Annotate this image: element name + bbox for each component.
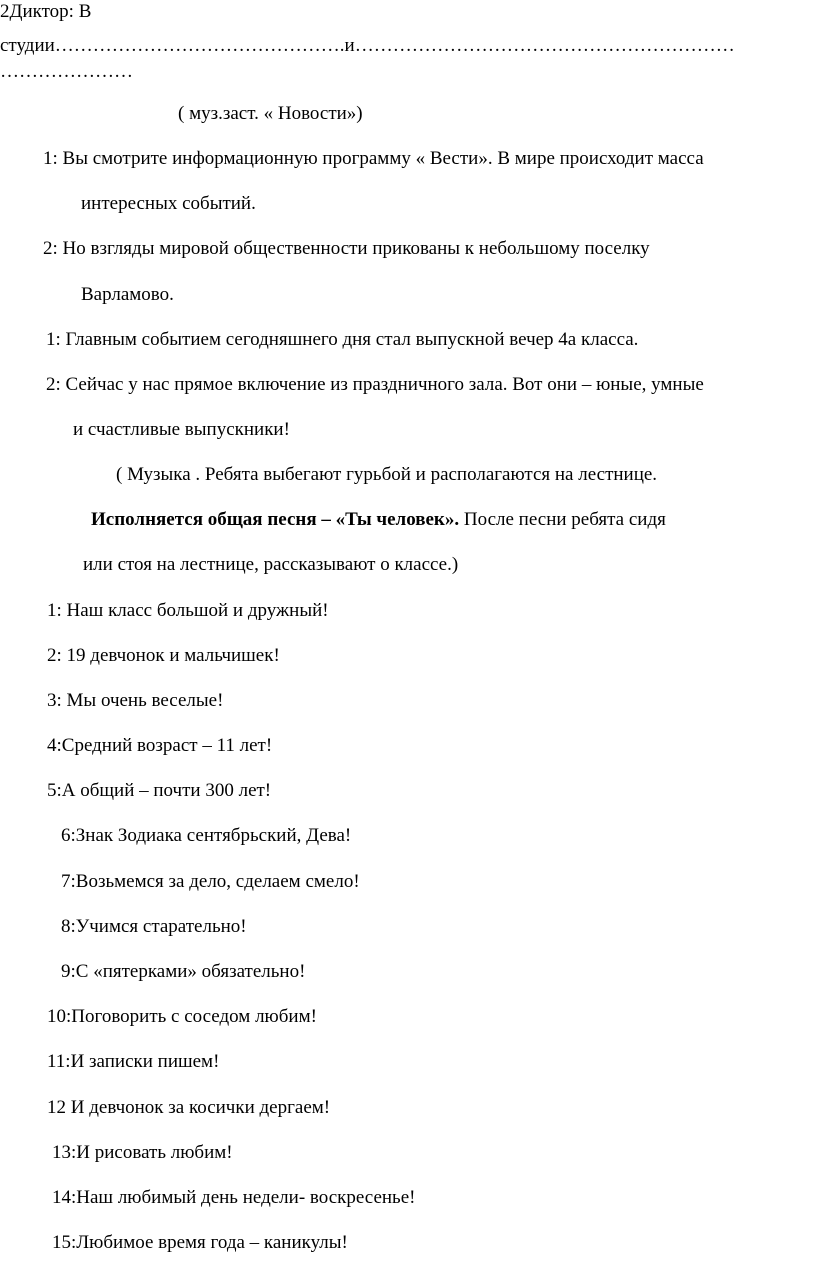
- numbered-line: 7:Возьмемся за дело, сделаем смело!: [61, 871, 360, 892]
- numbered-line: 5:А общий – почти 300 лет!: [47, 780, 272, 801]
- numbered-line: 6:Знак Зодиака сентябрьский, Дева!: [61, 825, 352, 846]
- dialogue-line: 2: Сейчас у нас прямое включение из праздничного зала. Вот они – юные, умные: [46, 374, 704, 395]
- dialogue-line: и счастливые выпускники!: [73, 419, 290, 440]
- song-note: После песни ребята сидя: [459, 509, 666, 530]
- studio-line-continued: …………………: [0, 61, 133, 82]
- song-title: Исполняется общая песня – «Ты человек».: [91, 509, 460, 530]
- numbered-line: 3: Мы очень веселые!: [47, 690, 224, 711]
- numbered-line: 11:И записки пишем!: [47, 1051, 220, 1072]
- dialogue-line: интересных событий.: [81, 193, 256, 214]
- stage-direction-song: [91, 509, 666, 531]
- numbered-line: 12 И девчонок за косички дергаем!: [47, 1097, 331, 1118]
- stage-direction: или стоя на лестнице, рассказывают о классе.): [83, 554, 459, 575]
- speaker-heading: 2Диктор: В: [0, 1, 92, 22]
- studio-line: студии……………………………………….и……………………………………………………: [0, 35, 735, 56]
- dialogue-line: 1: Главным событием сегодняшнего дня стал выпускной вечер 4а класса.: [46, 329, 639, 350]
- numbered-line: 15:Любимое время года – каникулы!: [52, 1232, 348, 1253]
- numbered-line: 2: 19 девчонок и мальчишек!: [47, 645, 280, 666]
- numbered-line: 8:Учимся старательно!: [61, 916, 247, 937]
- numbered-line: 9:С «пятерками» обязательно!: [61, 961, 306, 982]
- stage-direction: ( Музыка . Ребята выбегают гурьбой и располагаются на лестнице.: [116, 464, 658, 485]
- dialogue-line: 2: Но взгляды мировой общественности прикованы к небольшому поселку: [43, 238, 650, 259]
- dialogue-line: 1: Вы смотрите информационную программу « Вести». В мире происходит масса: [43, 148, 704, 169]
- numbered-line: 10:Поговорить с соседом любим!: [47, 1006, 317, 1027]
- numbered-line: 14:Наш любимый день недели- воскресенье!: [52, 1187, 416, 1208]
- numbered-line: 4:Средний возраст – 11 лет!: [47, 735, 273, 756]
- numbered-line: 13:И рисовать любим!: [52, 1142, 233, 1163]
- dialogue-line: Варламово.: [81, 284, 174, 305]
- music-note: ( муз.заст. « Новости»): [178, 103, 363, 124]
- numbered-line: 1: Наш класс большой и дружный!: [47, 600, 329, 621]
